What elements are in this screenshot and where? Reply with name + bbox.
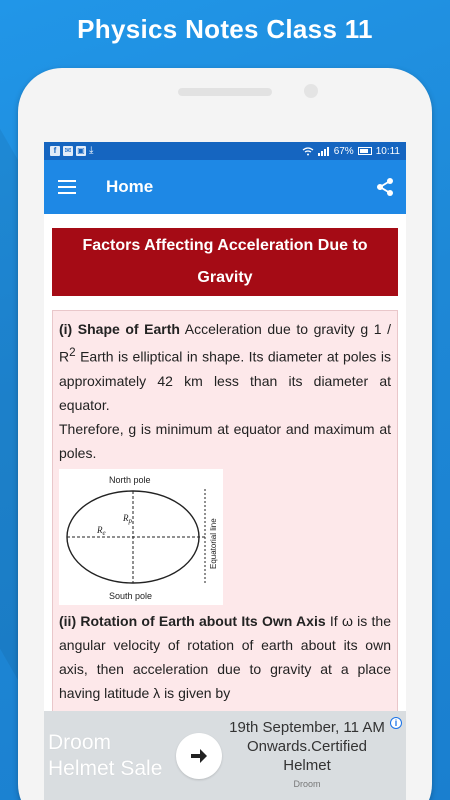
paragraph-rotation	[59, 609, 391, 705]
paragraph-shape-of-earth	[59, 317, 391, 417]
ad-headline	[44, 730, 176, 782]
promo-title: Physics Notes Class 11	[77, 14, 373, 44]
image-icon: ▣	[77, 146, 85, 155]
app-bar	[44, 160, 406, 214]
app-screen	[44, 142, 406, 800]
download-icon: ⤓	[89, 145, 94, 156]
re-label: R	[97, 524, 103, 535]
mail-icon: ✉	[64, 146, 72, 155]
earth-shape-diagram	[59, 469, 223, 605]
re-subscript: e	[102, 528, 106, 537]
status-system	[302, 146, 400, 157]
paragraph-label: (ii) Rotation of Earth about Its Own Axis	[59, 612, 326, 629]
article-body	[52, 310, 398, 730]
status-time: 10:11	[375, 145, 400, 157]
status-notifications	[50, 146, 93, 156]
article-content	[44, 228, 406, 730]
wifi-icon	[302, 147, 314, 156]
app-bar-title: Home	[106, 177, 154, 196]
paragraph-label: (i) Shape of Earth	[59, 321, 180, 337]
south-pole-label: South pole	[109, 590, 153, 601]
rp-subscript: p	[128, 516, 132, 525]
battery-percent: 67%	[333, 145, 354, 157]
ad-banner[interactable]	[44, 711, 406, 800]
ad-description	[222, 718, 406, 794]
ad-headline-line2: Helmet Sale	[48, 756, 163, 780]
menu-icon[interactable]	[58, 180, 76, 194]
rp-label: R	[123, 512, 129, 523]
battery-icon	[358, 147, 372, 155]
share-icon[interactable]	[374, 176, 396, 198]
paragraph-therefore: Therefore, g is minimum at equator and maximum at poles.	[59, 420, 391, 461]
paragraph-text: Acceleration due to gravity g 1 / R	[59, 321, 391, 365]
paragraph-text: Earth is elliptical in shape. Its diameter at poles is approximately 42 km less than its diameter at equator.	[59, 348, 391, 413]
superscript: 2	[69, 346, 76, 359]
status-bar	[44, 142, 406, 160]
ad-headline-line1: Droom	[48, 730, 112, 754]
info-icon[interactable]: i	[390, 717, 402, 729]
article-heading: Factors Affecting Acceleration Due to Gravity	[52, 228, 398, 296]
phone-speaker	[178, 88, 272, 96]
arrow-right-icon	[190, 749, 208, 763]
phone-camera	[304, 84, 318, 98]
paragraph-text: If ω is the angular velocity of rotation of earth about its own axis, then acceleration due to gravity at a place having latitude λ is given by	[59, 612, 392, 701]
facebook-icon: f	[50, 146, 60, 156]
ad-arrow-button[interactable]	[176, 733, 222, 779]
ad-source: Droom	[293, 778, 321, 789]
equatorial-line-label: Equatorial line	[209, 517, 218, 569]
signal-icon	[318, 147, 330, 156]
north-pole-label: North pole	[109, 474, 151, 485]
ad-description-text: 19th September, 11 AM Onwards.Certified Helmet	[229, 718, 385, 774]
